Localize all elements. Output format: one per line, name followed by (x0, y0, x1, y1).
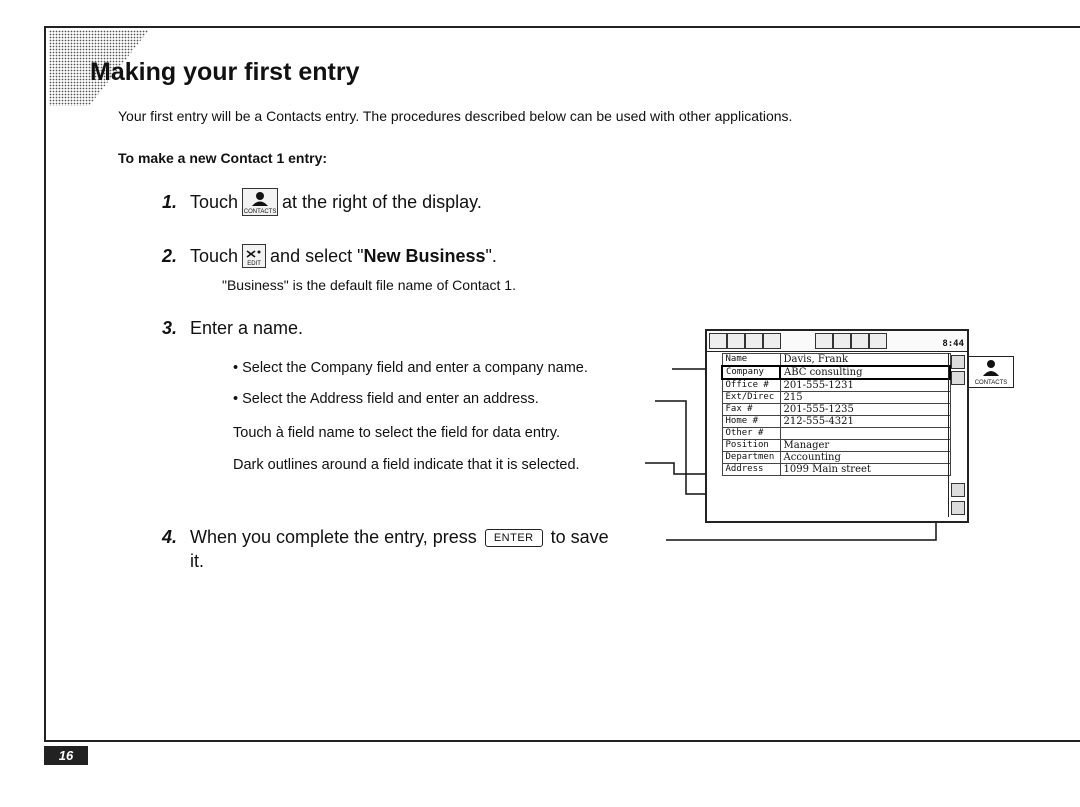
step-2-note: "Business" is the default file name of Contact 1. (222, 277, 516, 293)
zoom-icon[interactable] (951, 483, 965, 497)
field-label[interactable]: Ext/Direc (722, 392, 780, 404)
field-value[interactable]: 215 (780, 392, 950, 404)
field-label[interactable]: Office # (722, 379, 780, 392)
field-label[interactable]: Name (722, 354, 780, 367)
note-dark-outline: Dark outlines around a field indicate that it is selected. (233, 457, 580, 473)
field-row (722, 464, 950, 476)
step-number: 2. (162, 245, 178, 266)
field-row (722, 416, 950, 428)
field-value[interactable]: 1099 Main street (780, 464, 950, 476)
field-value[interactable]: Davis, Frank (780, 354, 950, 367)
field-value[interactable]: Manager (780, 440, 950, 452)
edit-icon[interactable] (815, 333, 833, 349)
step-text: ". (485, 245, 497, 266)
clock: 8:44 (942, 339, 964, 349)
field-value[interactable]: ABC consulting (780, 366, 950, 379)
scroll-up-icon[interactable] (951, 355, 965, 369)
bullet-address: • Select the Address field and enter an address. (233, 391, 539, 407)
note-touch-field: Touch à field name to select the field for data entry. (233, 425, 560, 441)
new-business-text: New Business (363, 245, 486, 266)
step-number: 1. (162, 191, 178, 212)
file-icon[interactable] (851, 333, 869, 349)
field-value[interactable] (780, 428, 950, 440)
step-text: and select " (270, 245, 364, 266)
edit-icon-label: EDIT (247, 261, 261, 267)
field-value[interactable]: 201-555-1231 (780, 379, 950, 392)
index-icon[interactable] (709, 333, 727, 349)
field-row (722, 379, 950, 392)
field-row (722, 428, 950, 440)
step-text: Enter a name. (190, 318, 304, 338)
check-icon[interactable] (833, 333, 851, 349)
field-value[interactable]: 201-555-1235 (780, 404, 950, 416)
field-value[interactable]: 212-555-4321 (780, 416, 950, 428)
setup-icon[interactable] (763, 333, 781, 349)
contacts-button-label: CONTACTS (974, 380, 1008, 386)
page-number: 16 (44, 746, 88, 765)
field-label[interactable]: Address (722, 464, 780, 476)
step-text: Touch (190, 191, 239, 212)
field-row (722, 440, 950, 452)
step-text: When you complete the entry, press (190, 527, 477, 547)
step-text: it. (190, 551, 205, 571)
step-text: to save (550, 527, 609, 547)
field-row (722, 404, 950, 416)
field-value[interactable]: Accounting (780, 452, 950, 464)
person-icon (969, 357, 1013, 379)
device-side-rail (948, 353, 965, 517)
contacts-icon-label: CONTACTS (243, 209, 277, 215)
page-title: Making your first entry (90, 58, 360, 86)
field-label[interactable]: Departmen (722, 452, 780, 464)
field-row (722, 452, 950, 464)
device-toolbar (707, 331, 967, 352)
scroll-down-icon[interactable] (951, 371, 965, 385)
field-row (722, 392, 950, 404)
contacts-button[interactable] (968, 356, 1014, 388)
field-row (722, 354, 950, 367)
field-label[interactable]: Other # (722, 428, 780, 440)
filter-icon[interactable] (727, 333, 745, 349)
field-label[interactable]: Position (722, 440, 780, 452)
field-row (722, 366, 950, 379)
contact-fields (721, 353, 951, 476)
step-number: 3. (162, 318, 178, 338)
pen-icon[interactable] (951, 501, 965, 515)
step-number: 4. (162, 527, 178, 547)
intro-text: Your first entry will be a Contacts entry. The procedures described below can be used with other applications. (118, 108, 793, 124)
device-screen (705, 329, 969, 523)
links-icon[interactable] (745, 333, 763, 349)
field-label[interactable]: Company (722, 366, 780, 379)
procedure-heading: To make a new Contact 1 entry: (118, 150, 328, 166)
field-label[interactable]: Fax # (722, 404, 780, 416)
field-label[interactable]: Home # (722, 416, 780, 428)
step-text: at the right of the display. (282, 191, 482, 212)
enter-key: ENTER (485, 529, 543, 547)
bullet-company: • Select the Company field and enter a company name. (233, 360, 588, 376)
send-icon[interactable] (869, 333, 887, 349)
step-text: Touch (190, 245, 239, 266)
